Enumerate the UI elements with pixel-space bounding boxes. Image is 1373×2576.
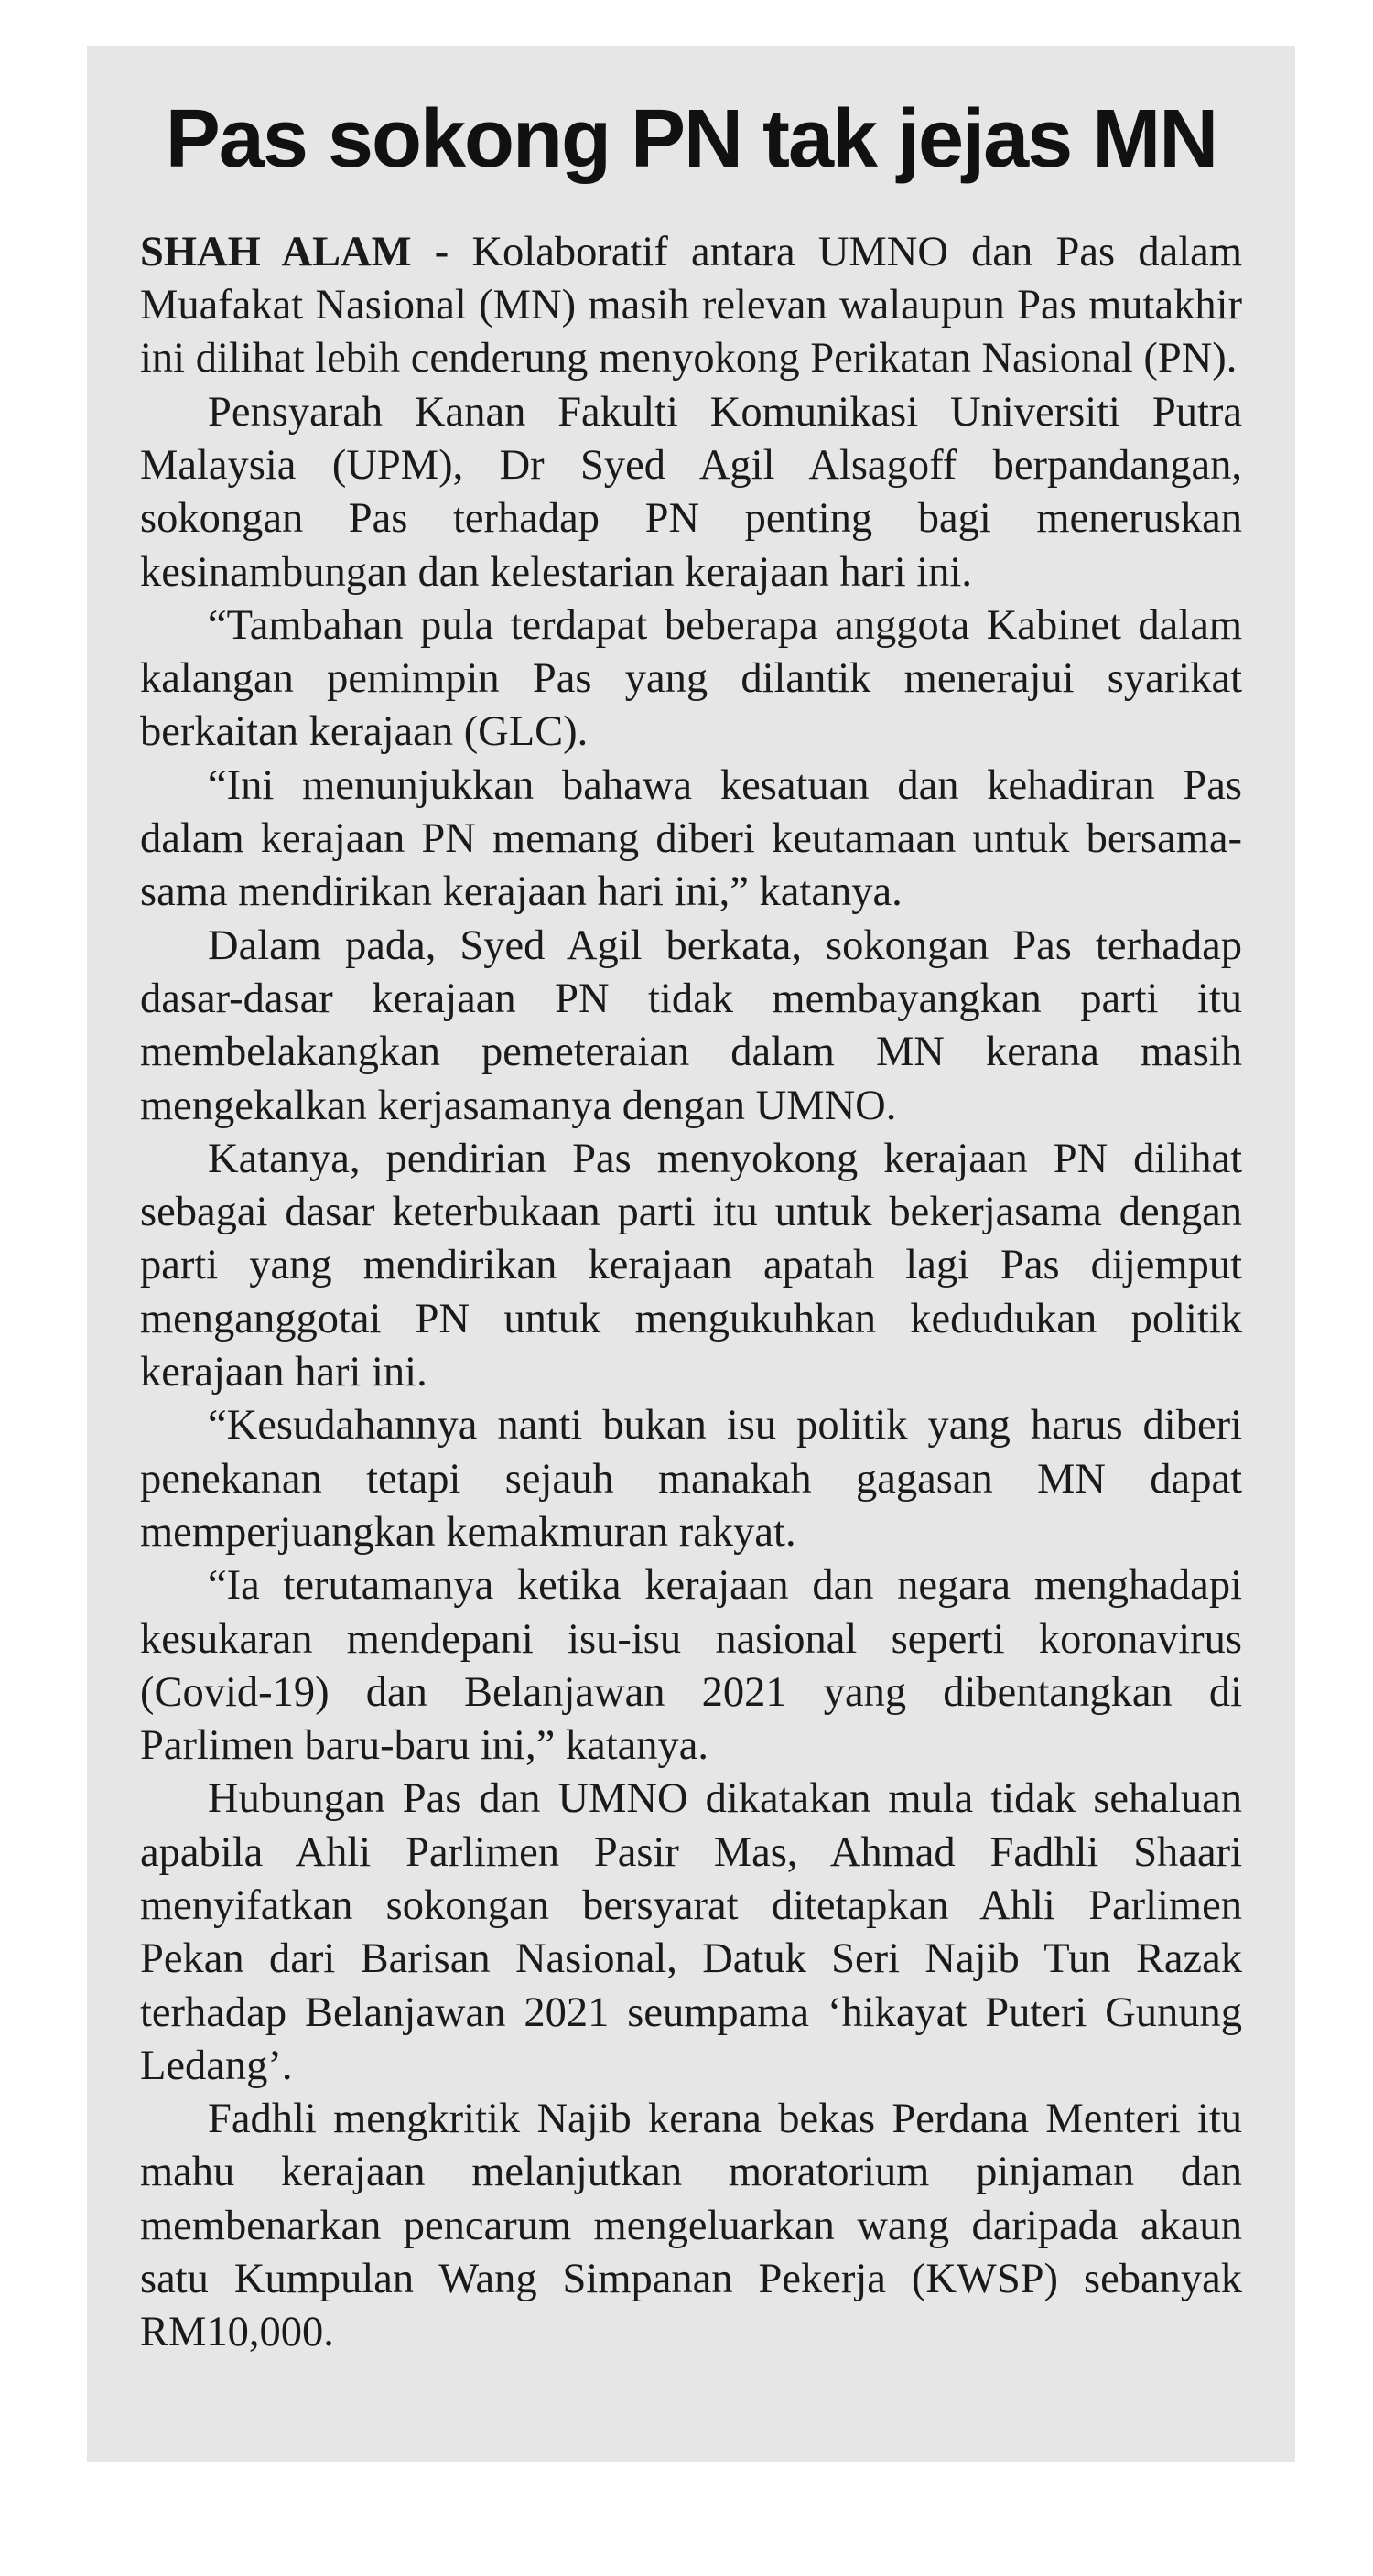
dateline: SHAH ALAM — [140, 228, 412, 275]
paragraph: “Kesudahannya nanti bukan isu politik yang harus diberi penekanan tetapi sejauh manakah gagasan MN dapat memperjuangkan kemakmuran rakyat. — [140, 1402, 1242, 1556]
paragraph: Pensyarah Kanan Fakulti Komunikasi Universiti Putra Malaysia (UPM), Dr Syed Agil Alsagoff berpandangan, sokongan Pas terhadap PN penting bagi meneruskan kesinambungan dan kelestarian kerajaan hari ini. — [140, 388, 1242, 596]
article-body — [140, 226, 1242, 2360]
news-clipping — [87, 46, 1295, 2462]
lead-paragraph — [140, 226, 1242, 386]
paragraph: “Ia terutamanya ketika kerajaan dan negara menghadapi kesukaran mendepani isu-isu nasional seperti koronavirus (Covid-19) dan Belanjawan 2021 yang dibentangkan di Parlimen baru-baru ini,” katanya. — [140, 1562, 1242, 1770]
lead-text: - Kolaboratif antara UMNO dan Pas dalam Muafakat Nasional (MN) masih relevan walaupun Pas mutakhir ini dilihat lebih cenderung menyokong Perikatan Nasional (PN). — [140, 228, 1242, 383]
paragraph: “Ini menunjukkan bahawa kesatuan dan kehadiran Pas dalam kerajaan PN memang diberi keutamaan untuk bersama-sama mendirikan kerajaan hari ini,” katanya. — [140, 761, 1242, 916]
headline: Pas sokong PN tak jejas MN — [165, 93, 1217, 185]
paragraph: “Tambahan pula terdapat beberapa anggota Kabinet dalam kalangan pemimpin Pas yang dilantik menerajui syarikat berkaitan kerajaan (GLC). — [140, 601, 1242, 756]
paragraph: Dalam pada, Syed Agil berkata, sokongan Pas terhadap dasar-dasar kerajaan PN tidak membayangkan parti itu membelakangkan pemeteraian dalam MN kerana masih mengekalkan kerjasamanya dengan UMNO. — [140, 922, 1242, 1129]
paragraph: Fadhli mengkritik Najib kerana bekas Perdana Menteri itu mahu kerajaan melanjutkan moratorium pinjaman dan membenarkan pencarum mengeluarkan wang daripada akaun satu Kumpulan Wang Simpanan Pekerja (KWSP) sebanyak RM10,000. — [140, 2096, 1242, 2356]
paragraph: Katanya, pendirian Pas menyokong kerajaan PN dilihat sebagai dasar keterbukaan parti itu untuk bekerjasama dengan parti yang mendirikan kerajaan apatah lagi Pas dijemput menganggotai PN untuk mengukuhkan kedudukan politik kerajaan hari ini. — [140, 1135, 1242, 1396]
paragraph: Hubungan Pas dan UMNO dikatakan mula tidak sehaluan apabila Ahli Parlimen Pasir Mas, Ahmad Fadhli Shaari menyifatkan sokongan bersyarat ditetapkan Ahli Parlimen Pekan dari Barisan Nasional, Datuk Seri Najib Tun Razak terhadap Belanjawan 2021 seumpama ‘hikayat Puteri Gunung Ledang’. — [140, 1775, 1242, 2089]
